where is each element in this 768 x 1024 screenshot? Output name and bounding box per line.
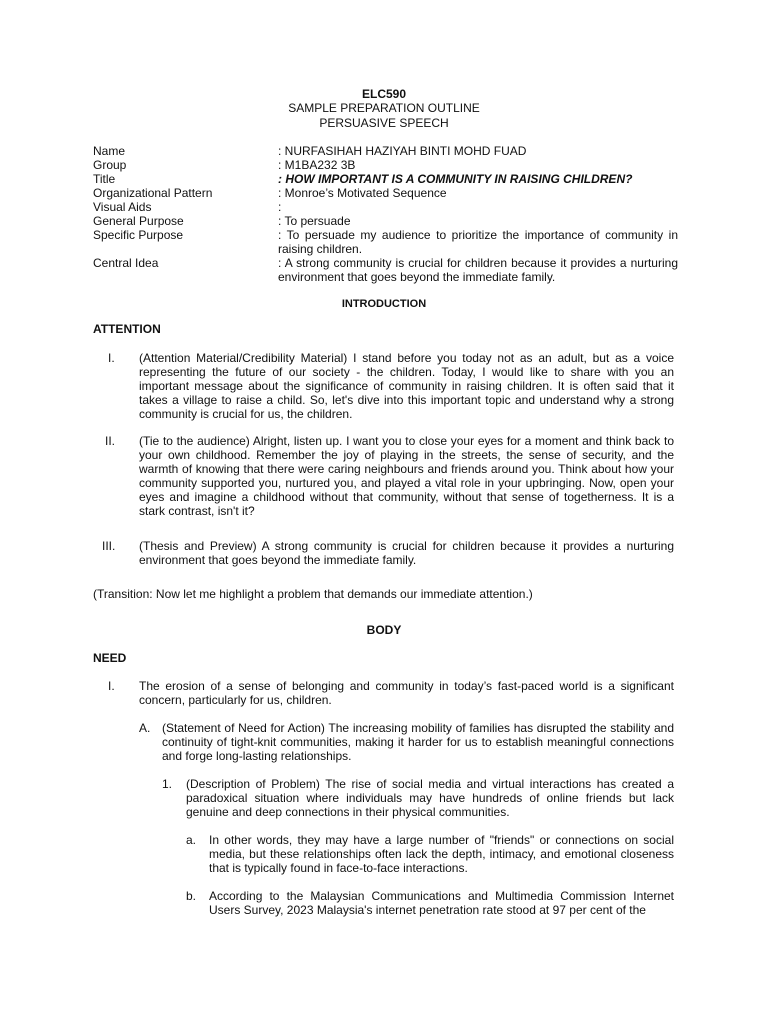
- need-point-b-text: According to the Malaysian Communications and Multimedia Commission Internet Users Survey, 2023 Malaysia's internet penetration rate stood at 97 per cent of the: [209, 889, 674, 917]
- intro-item-3-number: III.: [102, 539, 116, 553]
- info-label-general-purpose: General Purpose: [93, 214, 184, 228]
- info-label-visual-aids: Visual Aids: [93, 200, 152, 214]
- intro-item-1-number: I.: [108, 351, 115, 365]
- info-label-pattern: Organizational Pattern: [93, 186, 213, 200]
- body-heading: BODY: [366, 623, 402, 637]
- introduction-heading: INTRODUCTION: [341, 298, 427, 310]
- info-value-central-idea: : A strong community is crucial for children because it provides a nurturing environment that goes beyond the immediate family.: [278, 256, 678, 284]
- intro-item-2-text: (Tie to the audience) Alright, listen up. I want you to close your eyes for a moment and think back to your own childhood. Remember the joy of playing in the streets, the sense of security, and the warmth of knowing that there were caring neighbours and friends around you. Think about how your community supported you, nurtured you, and played a vital role in your upbringing. Now, open your eyes and imagine a childhood without that community, without that sense of togetherness. It is a stark contrast, isn't it?: [139, 434, 674, 518]
- need-point-1-number: 1.: [162, 777, 173, 791]
- info-value-specific-purpose: : To persuade my audience to prioritize the importance of community in raising children.: [278, 228, 678, 256]
- info-value-pattern: : Monroe’s Motivated Sequence: [278, 186, 447, 200]
- need-point-A-number: A.: [139, 721, 151, 735]
- need-point-a-text: In other words, they may have a large number of "friends" or connections on social media, but these relationships often lack the depth, intimacy, and emotional closeness that is typically found in face-to-face interactions.: [209, 833, 674, 875]
- intro-item-1-text: (Attention Material/Credibility Material) I stand before you today not as an adult, but as a voice representing the future of our society - the children. Today, I would like to share with you an important message about the significance of community in raising children. It is often said that it takes a village to raise a child. So, let's dive into this important topic and understand why a strong community is crucial for us, the children.: [139, 351, 674, 421]
- info-value-title: : HOW IMPORTANT IS A COMMUNITY IN RAISING CHILDREN?: [278, 172, 633, 186]
- info-value-group: : M1BA232 3B: [278, 158, 356, 172]
- need-point-I-number: I.: [108, 679, 115, 693]
- info-label-specific-purpose: Specific Purpose: [93, 228, 184, 242]
- info-value-name: : NURFASIHAH HAZIYAH BINTI MOHD FUAD: [278, 144, 527, 158]
- speech-type: PERSUASIVE SPEECH: [319, 116, 449, 130]
- transition-text: (Transition: Now let me highlight a problem that demands our immediate attention.): [93, 587, 533, 601]
- intro-item-2-number: II.: [105, 434, 116, 448]
- need-heading: NEED: [93, 651, 127, 665]
- info-label-title: Title: [93, 172, 116, 186]
- info-value-general-purpose: : To persuade: [278, 214, 351, 228]
- need-point-A-text: (Statement of Need for Action) The increasing mobility of families has disrupted the stability and continuity of tight-knit communities, making it harder for us to establish meaningful connections and forge long-lasting relationships.: [162, 721, 674, 763]
- intro-item-3-text: (Thesis and Preview) A strong community is crucial for children because it provides a nurturing environment that goes beyond the immediate family.: [139, 539, 674, 567]
- info-label-name: Name: [93, 144, 126, 158]
- need-point-I-text: The erosion of a sense of belonging and community in today’s fast-paced world is a significant concern, particularly for us, children.: [139, 679, 674, 707]
- need-point-a-letter: a.: [186, 833, 197, 847]
- course-code: ELC590: [361, 87, 407, 101]
- need-point-b-letter: b.: [186, 889, 197, 903]
- attention-heading: ATTENTION: [93, 322, 161, 336]
- need-point-1-text: (Description of Problem) The rise of social media and virtual interactions has created a paradoxical situation where individuals may have hundreds of online friends but lack genuine and deep connections in their physical communities.: [186, 777, 674, 819]
- outline-title: SAMPLE PREPARATION OUTLINE: [288, 101, 480, 115]
- info-label-central-idea: Central Idea: [93, 256, 159, 270]
- info-label-group: Group: [93, 158, 127, 172]
- info-value-visual-aids: :: [278, 200, 282, 214]
